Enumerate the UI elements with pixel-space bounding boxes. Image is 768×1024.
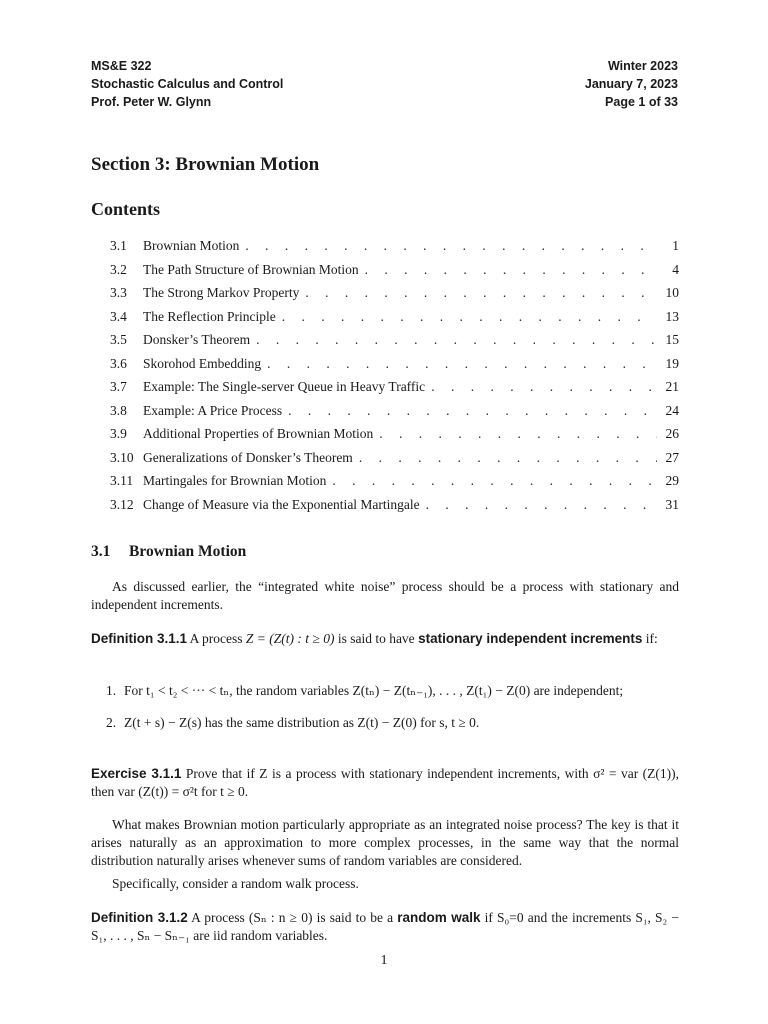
toc-entry[interactable] bbox=[110, 379, 679, 403]
definition-text: if: bbox=[645, 631, 658, 646]
toc-title: Donsker’s Theorem bbox=[143, 332, 251, 347]
toc-page: 15 bbox=[665, 332, 679, 347]
toc-entry[interactable] bbox=[110, 497, 679, 521]
toc-page: 26 bbox=[665, 426, 679, 441]
list-number: 2. bbox=[106, 715, 117, 730]
paragraph-2: What makes Brownian motion particularly appropriate as an integrated noise process? The key is that it arises naturally as an approximation to more complex processes, in the same way that the normal distribution naturally arises whenever sums of random variables are considered. bbox=[91, 817, 679, 868]
toc-entry[interactable] bbox=[110, 473, 679, 497]
toc-number: 3.7 bbox=[110, 379, 127, 394]
toc-entry[interactable] bbox=[110, 332, 679, 356]
toc-number: 3.12 bbox=[110, 496, 134, 512]
toc-number: 3.4 bbox=[110, 308, 127, 324]
definition-math: Z = (Z(t) : t ≥ 0) bbox=[245, 631, 335, 646]
definition-3-1-2 bbox=[91, 909, 679, 945]
toc-page: 19 bbox=[665, 355, 679, 371]
section-title: Section 3: Brownian Motion bbox=[91, 154, 320, 175]
toc-leader bbox=[267, 356, 657, 372]
toc-leader bbox=[431, 379, 657, 395]
subsection-title: Brownian Motion bbox=[129, 543, 247, 560]
toc-number: 3.6 bbox=[110, 355, 127, 371]
toc-number: 3.9 bbox=[110, 426, 127, 441]
header-left bbox=[91, 57, 283, 111]
term: Winter 2023 bbox=[607, 59, 678, 73]
toc-page: 27 bbox=[665, 449, 679, 465]
definition-text: A process bbox=[189, 631, 243, 646]
toc-entry[interactable] bbox=[110, 238, 679, 262]
exercise-3-1-1 bbox=[91, 765, 679, 801]
toc-number: 3.10 bbox=[110, 449, 134, 465]
toc-entry[interactable] bbox=[110, 426, 679, 450]
toc-number: 3.8 bbox=[110, 402, 127, 418]
toc-leader bbox=[282, 309, 657, 325]
toc-page: 29 bbox=[665, 473, 679, 488]
toc-leader bbox=[426, 497, 657, 513]
toc-title: Generalizations of Donsker’s Theorem bbox=[143, 449, 353, 465]
date: January 7, 2023 bbox=[584, 77, 678, 91]
conditions-list bbox=[106, 682, 679, 732]
page-header bbox=[91, 57, 678, 113]
list-number: 1. bbox=[106, 683, 117, 698]
toc-page: 1 bbox=[672, 238, 679, 253]
toc-number: 3.2 bbox=[110, 261, 127, 277]
list-text: For t₁ < t₂ < ··· < tₙ, the random variables Z(tₙ) − Z(tₙ₋₁), . . . , Z(t₁) − Z(0) are independent; bbox=[124, 683, 624, 698]
toc-title: Additional Properties of Brownian Motion bbox=[143, 426, 374, 441]
toc-number: 3.3 bbox=[110, 285, 127, 300]
toc-leader bbox=[305, 285, 657, 301]
paragraph-3: Specifically, consider a random walk process. bbox=[112, 876, 359, 891]
toc-title: Example: The Single-server Queue in Heavy Traffic bbox=[143, 379, 426, 394]
toc-number: 3.1 bbox=[110, 238, 127, 253]
list-item bbox=[106, 714, 679, 732]
toc-title: Brownian Motion bbox=[143, 238, 240, 253]
toc-number: 3.5 bbox=[110, 332, 127, 347]
toc-leader bbox=[288, 403, 657, 419]
table-of-contents bbox=[110, 238, 679, 520]
list-item bbox=[106, 682, 679, 700]
toc-entry[interactable] bbox=[110, 309, 679, 333]
definition-label: Definition 3.1.1 bbox=[91, 631, 188, 646]
intro-paragraph: As discussed earlier, the “integrated white noise” process should be a process with stationary and independent increments. bbox=[91, 579, 679, 612]
definition-3-1-1 bbox=[91, 630, 679, 648]
toc-leader bbox=[359, 450, 657, 466]
definition-label: Definition 3.1.2 bbox=[91, 910, 188, 925]
exercise-text: Prove that if Z is a process with stationary independent increments, with σ² = var (Z(1)), then var (Z(t)) = σ²t for t ≥ 0. bbox=[91, 766, 680, 799]
page-info: Page 1 of 33 bbox=[605, 95, 678, 109]
toc-leader bbox=[332, 473, 657, 489]
contents-heading: Contents bbox=[91, 199, 161, 219]
header-right bbox=[585, 57, 678, 111]
list-text: Z(t + s) − Z(s) has the same distribution as Z(t) − Z(0) for s, t ≥ 0. bbox=[124, 715, 480, 730]
toc-page: 4 bbox=[672, 261, 679, 277]
toc-page: 21 bbox=[665, 379, 679, 394]
toc-leader bbox=[379, 426, 657, 442]
toc-entry[interactable] bbox=[110, 285, 679, 309]
toc-leader bbox=[365, 262, 657, 278]
toc-page: 24 bbox=[665, 402, 679, 418]
toc-entry[interactable] bbox=[110, 262, 679, 286]
exercise-label: Exercise 3.1.1 bbox=[91, 766, 182, 781]
toc-leader bbox=[245, 238, 657, 254]
toc-number: 3.11 bbox=[110, 473, 134, 488]
toc-entry[interactable] bbox=[110, 403, 679, 427]
subsection-heading bbox=[91, 543, 246, 561]
definition-term: random walk bbox=[397, 910, 481, 925]
toc-page: 13 bbox=[665, 308, 679, 324]
toc-page: 10 bbox=[665, 285, 679, 300]
definition-text: if S₀=0 and the increments S₁, S₂ − S₁, . . . , Sₙ − Sₙ₋₁ are iid random variables. bbox=[91, 910, 679, 943]
instructor: Prof. Peter W. Glynn bbox=[91, 95, 212, 109]
definition-term: stationary independent increments bbox=[418, 631, 643, 646]
subsection-number: 3.1 bbox=[91, 543, 111, 560]
definition-text: is said to have bbox=[337, 631, 415, 646]
toc-page: 31 bbox=[665, 496, 679, 512]
toc-title: Change of Measure via the Exponential Martingale bbox=[143, 496, 420, 512]
toc-title: Example: A Price Process bbox=[143, 402, 283, 418]
course-title: Stochastic Calculus and Control bbox=[91, 77, 284, 91]
toc-entry[interactable] bbox=[110, 356, 679, 380]
course-code: MS&E 322 bbox=[91, 59, 152, 73]
toc-title: Skorohod Embedding bbox=[143, 355, 262, 371]
toc-leader bbox=[256, 332, 657, 348]
page-number: 1 bbox=[380, 953, 388, 968]
toc-title: The Path Structure of Brownian Motion bbox=[143, 261, 359, 277]
toc-title: The Reflection Principle bbox=[143, 308, 276, 324]
toc-entry[interactable] bbox=[110, 450, 679, 474]
definition-text: A process (Sₙ : n ≥ 0) is said to be a bbox=[191, 910, 394, 925]
toc-title: The Strong Markov Property bbox=[143, 285, 300, 300]
toc-title: Martingales for Brownian Motion bbox=[143, 473, 327, 488]
